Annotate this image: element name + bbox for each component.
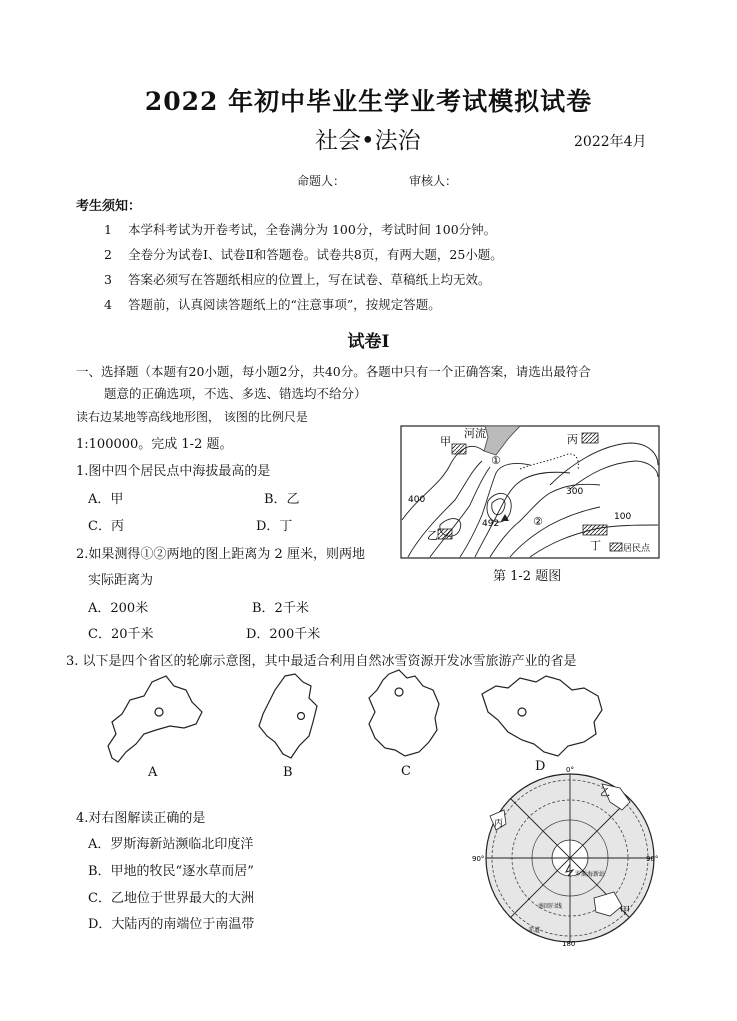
notice-heading: 考生须知： [76, 199, 142, 214]
label-bottom: 180 [562, 940, 576, 946]
subject-title: 社会•法治 [315, 128, 421, 154]
polar-projection-map [470, 766, 666, 946]
label-ding: 丁 [590, 539, 601, 552]
notice-item-text: 答题前，认真阅读答题纸上的“注意事项”，按规定答题。 [128, 297, 441, 312]
label-station: 罗斯海新站 [575, 871, 606, 878]
q4-option-c[interactable]: C．乙地位于世界最大的大洲 [88, 891, 254, 906]
q2-stem-cont: 实际距离为 [88, 573, 154, 588]
notice-item [104, 295, 441, 313]
q3-label-a: A [148, 765, 158, 780]
q2-option-d[interactable]: D．200千米 [246, 627, 321, 642]
label-equator: 赤道 [528, 927, 541, 934]
exam-date: 2022年4月 [574, 134, 647, 150]
q1-option-a[interactable]: A．甲 [88, 492, 124, 507]
label-bing: 丙 [494, 819, 504, 829]
notice-item [104, 270, 491, 288]
legend-label: 居民点 [623, 544, 651, 554]
province-outline-b[interactable] [255, 672, 323, 764]
reviewer-label: 审核人： [409, 174, 458, 188]
label-bing: 丙 [567, 433, 578, 446]
q1-option-c[interactable]: C．丙 [88, 519, 124, 534]
setter-label: 命题人： [297, 174, 346, 188]
label-yi: 乙 [427, 529, 438, 542]
notice-item-number: 2 [104, 247, 112, 262]
notice-item [104, 220, 496, 238]
q4-option-d[interactable]: D．大陆丙的南端位于南温带 [88, 917, 255, 932]
label-elev-400: 400 [408, 495, 426, 505]
label-yi: 乙 [600, 788, 610, 799]
q2-option-c[interactable]: C．20千米 [88, 627, 154, 642]
q4-stem: 4.对右图解读正确的是 [76, 811, 206, 826]
q4-option-a[interactable]: A．罗斯海新站濒临北印度洋 [88, 837, 254, 852]
label-jia: 甲 [440, 435, 451, 448]
q3-label-d: D [535, 759, 546, 774]
q3-stem: 3. 以下是四个省区的轮廓示意图，其中最适合利用自然冰雪资源开发冰雪旅游产业的省是 [66, 654, 577, 669]
label-point-1: ① [491, 454, 501, 467]
q2-stem: 2.如果测得①②两地的图上距离为 2 厘米，则两地 [76, 547, 365, 562]
notice-item-number: 3 [104, 272, 112, 287]
notice-item-text: 答案必须写在答题纸相应的位置上，写在试卷、草稿纸上均无效。 [128, 272, 491, 287]
q2-option-b[interactable]: B．2千米 [252, 601, 309, 616]
notice-item-text: 全卷分为试卷Ⅰ、试卷Ⅱ和答题卷。试卷共8页，有两大题，25小题。 [128, 247, 503, 262]
q1-option-b[interactable]: B．乙 [264, 492, 300, 507]
q2-option-a[interactable]: A．200米 [88, 601, 149, 616]
province-outline-c[interactable] [363, 668, 445, 758]
notice-item-number: 1 [104, 222, 112, 237]
question-intro: 读右边某地等高线地形图， 该图的比例尺是 [76, 410, 308, 424]
settlement-bing [582, 433, 598, 443]
question-intro-scale: 1:100000。完成 1-2 题。 [76, 437, 233, 452]
label-river: 河流 [464, 427, 486, 440]
contour-map [400, 425, 660, 559]
label-jia: 甲 [620, 906, 630, 917]
contour-map-caption: 第 1-2 题图 [493, 569, 562, 584]
part-title: 试卷Ⅰ [347, 332, 390, 352]
settlement-ding [583, 525, 607, 535]
label-tropic: 南回归线 [538, 903, 563, 910]
q3-label-b: B [283, 765, 293, 780]
section-instruction: 一、选择题（本题有20小题，每小题2分，共40分。各题中只有一个正确答案，请选出最符合 [76, 364, 591, 379]
legend-symbol [610, 543, 622, 551]
notice-item-number: 4 [104, 297, 112, 312]
label-left: 90° [472, 855, 485, 863]
settlement-jia [452, 444, 466, 454]
settlement-yi [438, 529, 452, 539]
q1-stem: 1.图中四个居民点中海拔最高的是 [76, 464, 271, 479]
q1-option-d[interactable]: D．丁 [256, 519, 293, 534]
notice-item-text: 本学科考试为开卷考试，全卷满分为 100分，考试时间 100分钟。 [128, 222, 497, 237]
province-outline-d[interactable] [478, 672, 606, 760]
label-elev-300: 300 [566, 487, 584, 497]
notice-item [104, 245, 503, 263]
q4-option-b[interactable]: B．甲地的牧民“逐水草而居” [88, 864, 254, 879]
exam-title: 2022 年初中毕业生学业考试模拟试卷 [144, 87, 593, 116]
section-instruction-cont: 题意的正确选项，不选、多选、错选均不给分） [104, 386, 367, 401]
label-top: 0° [566, 766, 574, 774]
label-elev-100: 100 [614, 512, 632, 522]
q3-label-c: C [401, 764, 411, 779]
label-peak-492: 492 [482, 519, 500, 529]
label-right: 90° [646, 855, 659, 863]
label-point-2: ② [533, 515, 543, 528]
province-outline-a[interactable] [100, 672, 210, 764]
